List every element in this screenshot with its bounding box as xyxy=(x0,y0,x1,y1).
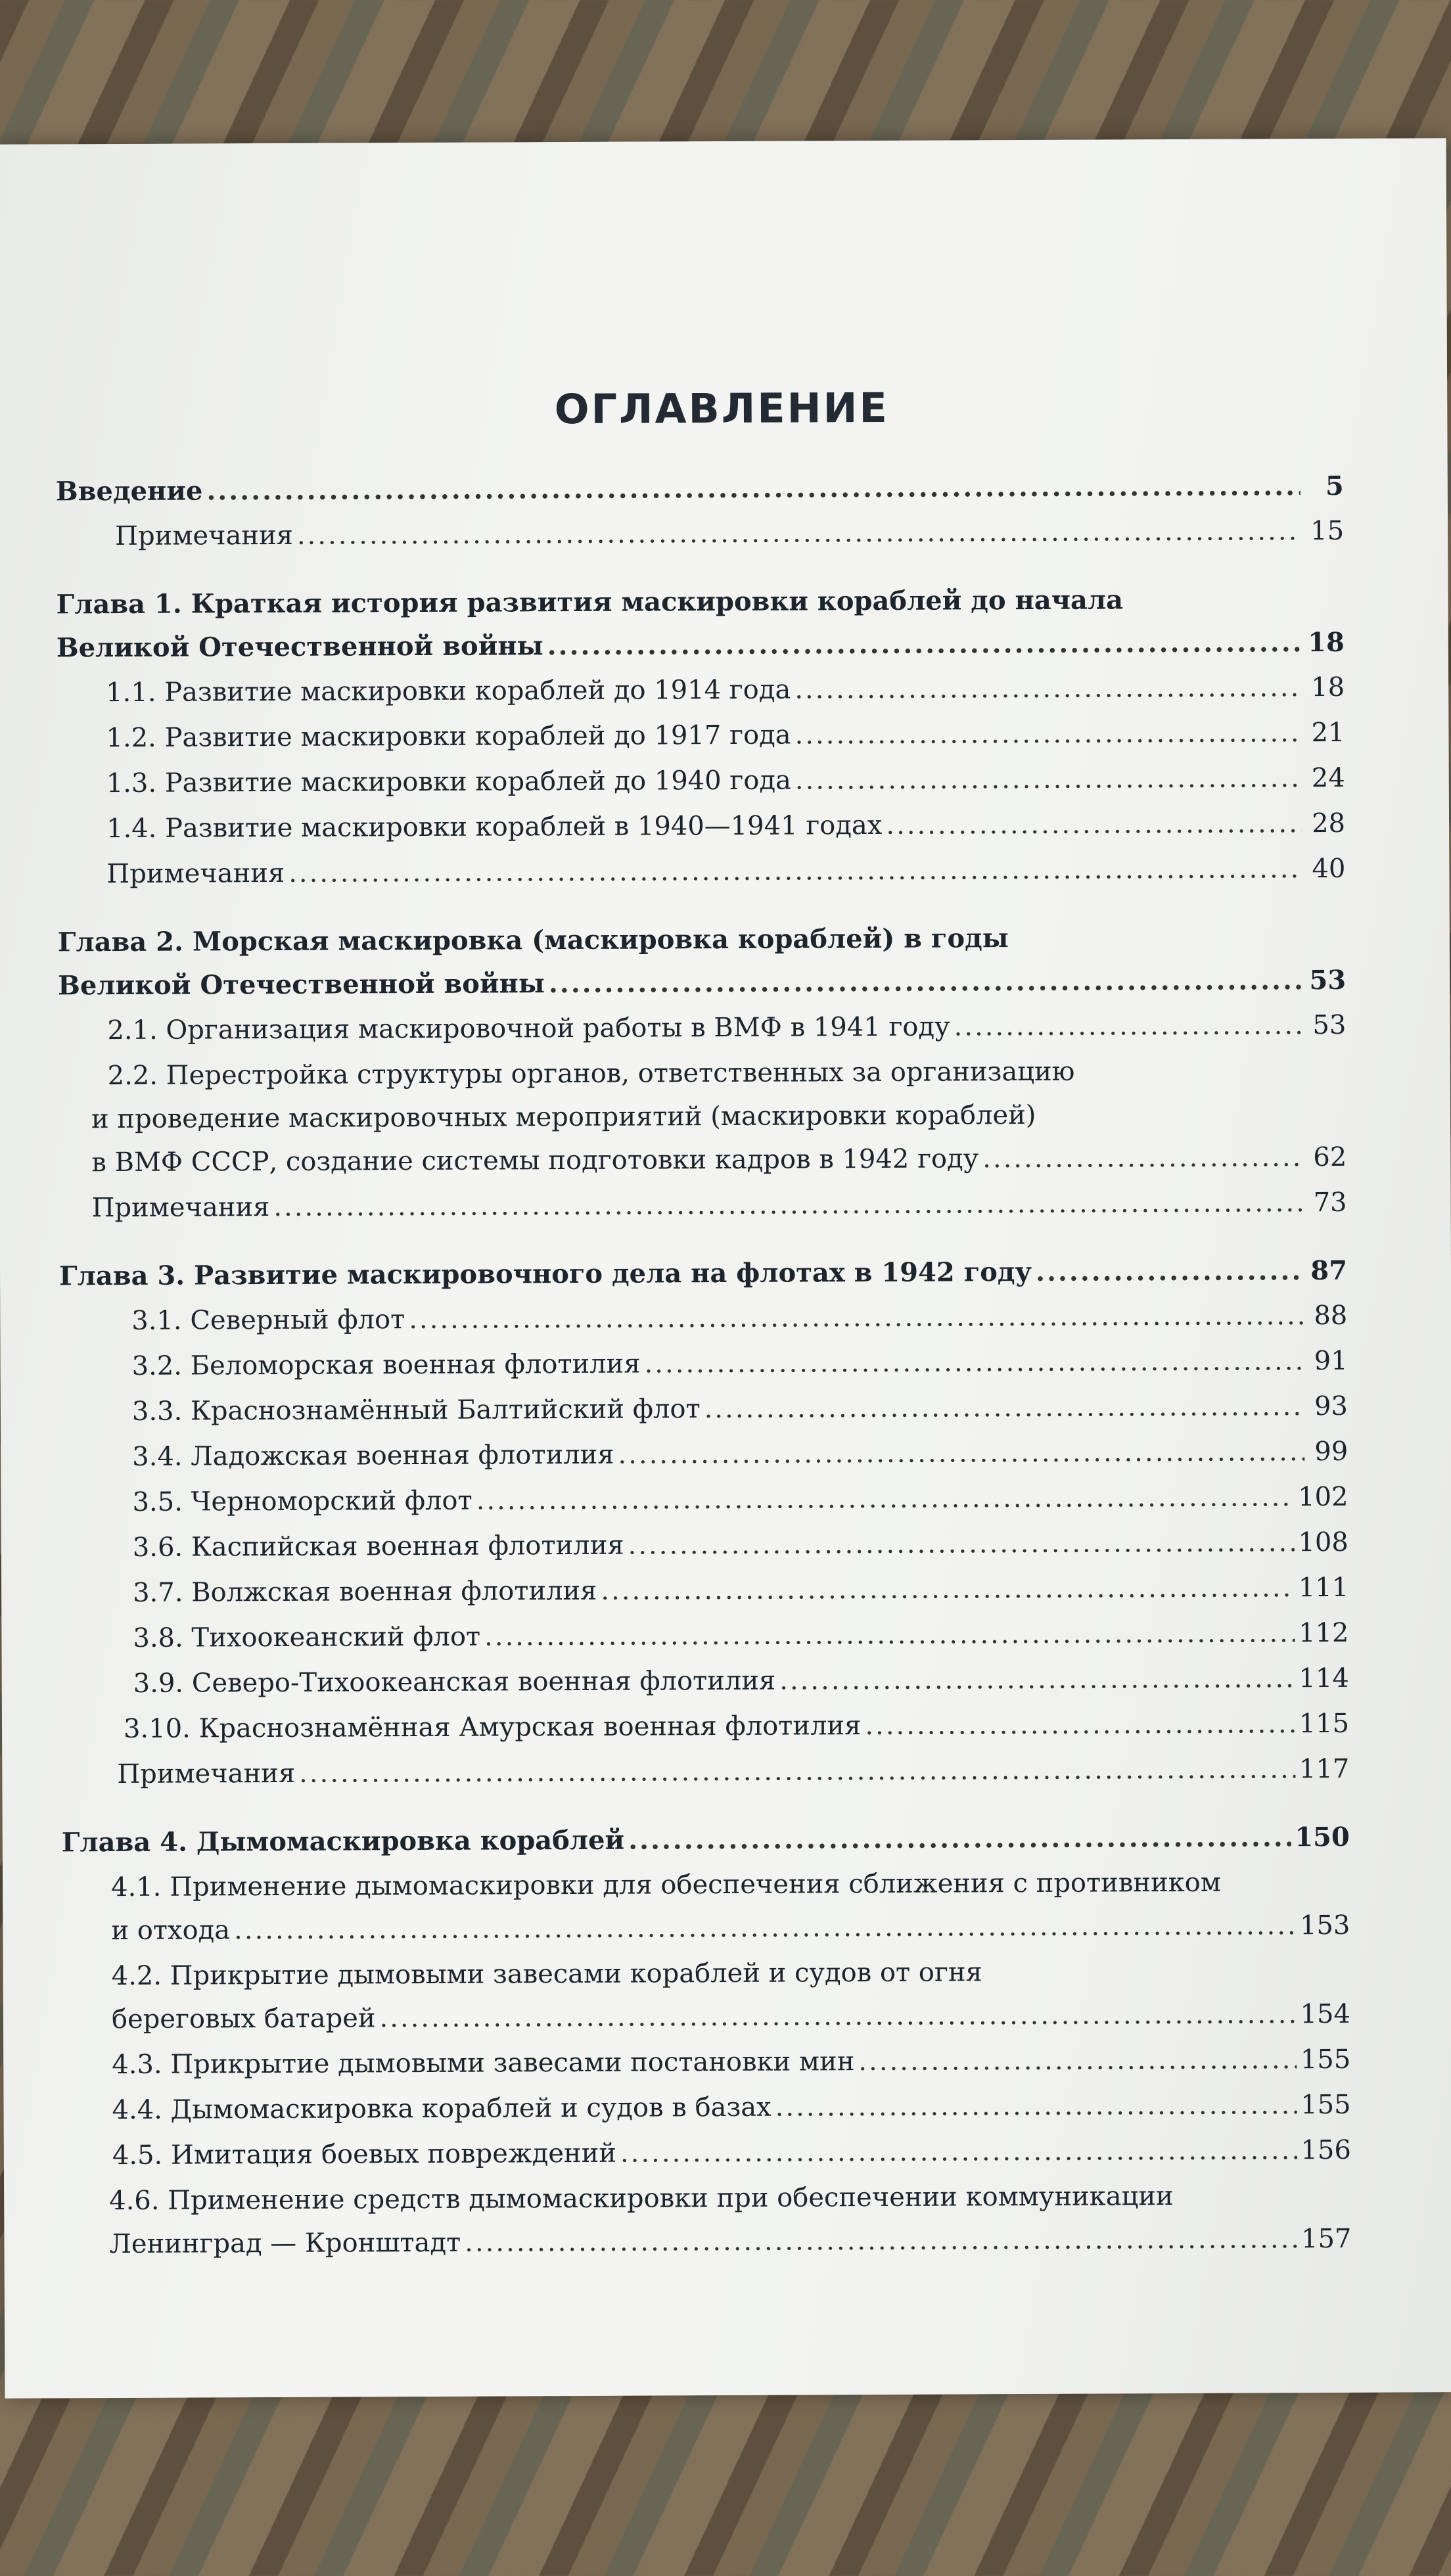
leader-dots xyxy=(206,471,1301,506)
toc-entry xyxy=(60,1573,1348,1624)
toc-entry xyxy=(61,1663,1349,1714)
entry-label: 3.2. Беломорская военная флотилия xyxy=(131,1348,641,1381)
entry-label: 3.10. Краснознамённая Амурская военная флотилия xyxy=(123,1711,862,1745)
entry-label: 1.4. Развитие маскировки кораблей в 1940—1941 годах xyxy=(106,810,883,844)
leader-dots xyxy=(601,1573,1295,1606)
entry-label: 3.6. Каспийская военная флотилия xyxy=(132,1530,624,1563)
leader-dots xyxy=(858,2044,1297,2077)
toc-entry xyxy=(57,718,1345,769)
toc-entry-notes xyxy=(57,854,1345,905)
entry-label: 3.3. Краснознамённый Балтийский флот xyxy=(131,1394,701,1427)
toc-entry xyxy=(62,1910,1350,1962)
entry-page: 99 xyxy=(1314,1436,1348,1467)
leader-dots xyxy=(379,1999,1296,2033)
entry-page: 102 xyxy=(1298,1481,1348,1513)
toc-entry-intro-notes xyxy=(56,516,1344,567)
toc-entry-chapter-4 xyxy=(62,1822,1350,1873)
entry-label: Великой Отечественной войны xyxy=(58,968,545,1001)
toc-entry xyxy=(62,2090,1350,2141)
toc-entry-notes xyxy=(58,1187,1347,1239)
leader-dots xyxy=(704,1391,1304,1424)
entry-page: 5 xyxy=(1325,470,1344,502)
toc-entry-chapter-3 xyxy=(59,1255,1347,1306)
entry-page: 157 xyxy=(1301,2223,1352,2255)
leader-dots xyxy=(1036,1255,1304,1287)
entry-label: и отхода xyxy=(111,1915,231,1946)
entry-label: 4.5. Имитация боевых повреждений xyxy=(112,2138,617,2171)
toc-entry xyxy=(57,808,1345,860)
entry-page: 108 xyxy=(1298,1527,1348,1558)
toc-entry-notes xyxy=(61,1754,1349,1805)
entry-page: 155 xyxy=(1300,2044,1351,2075)
entry-page: 18 xyxy=(1311,672,1345,703)
toc-entry xyxy=(63,2224,1351,2275)
entry-page: 93 xyxy=(1314,1391,1348,1422)
entry-page: 150 xyxy=(1295,1821,1350,1853)
entry-label: 3.1. Северный флот xyxy=(131,1304,405,1336)
toc-entry-chapter-2 xyxy=(58,965,1346,1016)
entry-line: 4.1. Применение дымомаскировки для обеспечения сближения с противником xyxy=(111,1867,1221,1903)
entry-label: 1.2. Развитие маскировки кораблей до 1917 года xyxy=(106,720,791,754)
entry-label: Ленинград — Кронштадт xyxy=(109,2227,461,2260)
entry-page: 28 xyxy=(1312,808,1346,839)
toc-entry-chapter-1 xyxy=(57,627,1345,678)
entry-page: 15 xyxy=(1310,515,1345,547)
leader-dots xyxy=(409,1300,1304,1335)
leader-dots xyxy=(299,1754,1295,1789)
entry-page: 24 xyxy=(1311,762,1345,794)
book-page xyxy=(0,138,1451,2399)
entry-label: 4.4. Дымомаскировка кораблей и судов в базах xyxy=(112,2092,772,2126)
leader-dots xyxy=(795,672,1301,704)
leader-dots xyxy=(484,1618,1295,1651)
entry-line: 4.2. Прикрытие дымовыми завесами кораблей и судов от огня xyxy=(111,1957,982,1992)
entry-line: 2.2. Перестройка структуры органов, ответственных за организацию xyxy=(107,1056,1075,1092)
entry-label: 1.3. Развитие маскировки кораблей до 1940 года xyxy=(106,765,791,799)
toc-entry xyxy=(57,672,1345,724)
entry-page: 53 xyxy=(1312,1009,1347,1041)
entry-page: 115 xyxy=(1299,1708,1350,1739)
toc-entry xyxy=(58,1010,1346,1061)
entry-label: в ВМФ СССР, создание системы подготовки кадров в 1942 году xyxy=(91,1143,979,1178)
toc-entry xyxy=(61,1709,1349,1760)
entry-page: 154 xyxy=(1300,1998,1351,2030)
leader-dots xyxy=(234,1910,1296,1945)
entry-label: 3.9. Северо-Тихоокеанская военная флотилия xyxy=(133,1665,776,1699)
entry-page: 114 xyxy=(1299,1663,1349,1694)
entry-label: 4.3. Прикрытие дымовыми завесами постановки мин xyxy=(112,2046,855,2081)
entry-page: 155 xyxy=(1301,2089,1351,2121)
entry-page: 18 xyxy=(1308,626,1345,658)
leader-dots xyxy=(886,808,1302,840)
leader-dots xyxy=(795,718,1301,750)
toc-entry xyxy=(60,1437,1348,1488)
entry-page: 21 xyxy=(1311,717,1345,748)
entry-label: Великой Отечественной войны xyxy=(56,630,543,664)
leader-dots xyxy=(795,763,1302,795)
entry-page: 111 xyxy=(1298,1572,1349,1603)
toc-entry xyxy=(59,1300,1347,1352)
entry-label: 1.1. Развитие маскировки кораблей до 1914 года xyxy=(106,674,791,708)
entry-label: Примечания xyxy=(117,1758,296,1790)
leader-dots xyxy=(476,1482,1295,1515)
toc-entry xyxy=(60,1618,1348,1669)
leader-dots xyxy=(297,516,1301,551)
entry-label: Примечания xyxy=(106,858,285,890)
leader-dots xyxy=(628,1822,1291,1855)
entry-page: 91 xyxy=(1314,1345,1348,1377)
toc-entry xyxy=(60,1391,1348,1442)
entry-page: 62 xyxy=(1313,1141,1347,1173)
leader-dots xyxy=(465,2224,1297,2258)
entry-page: 112 xyxy=(1298,1617,1349,1649)
entry-label: 2.1. Организация маскировочной работы в ВМФ в 1941 году xyxy=(107,1011,950,1046)
leader-dots xyxy=(865,1709,1295,1741)
entry-label: Введение xyxy=(55,475,203,507)
entry-label: Глава 3. Развитие маскировочного дела на флотах в 1942 году xyxy=(58,1256,1032,1292)
entry-label: 3.4. Ладожская военная флотилия xyxy=(132,1439,614,1472)
chapter-2-heading: Глава 2. Морская маскировка (маскировка кораблей) в годы xyxy=(57,923,1009,958)
leader-dots xyxy=(620,2135,1297,2168)
toc-entry xyxy=(60,1346,1348,1397)
leader-dots xyxy=(549,965,1302,999)
toc-entry xyxy=(60,1482,1348,1533)
leader-dots xyxy=(288,854,1302,888)
toc-entry xyxy=(57,763,1345,814)
entry-page: 117 xyxy=(1299,1753,1350,1785)
leader-dots xyxy=(982,1142,1303,1174)
entry-page: 153 xyxy=(1299,1910,1350,1941)
chapter-1-heading: Глава 1. Краткая история развития маскировки кораблей до начала xyxy=(56,584,1124,620)
table-of-contents xyxy=(56,471,1352,2275)
leader-dots xyxy=(547,627,1301,661)
toc-entry xyxy=(58,1142,1347,1193)
entry-label: 3.5. Черноморский флот xyxy=(132,1485,472,1517)
toc-entry xyxy=(63,2135,1351,2186)
toc-entry xyxy=(62,2044,1350,2096)
leader-dots xyxy=(954,1010,1302,1042)
entry-label: 3.8. Тихоокеанский флот xyxy=(133,1621,481,1653)
toc-entry xyxy=(62,1999,1350,2050)
leader-dots xyxy=(618,1437,1304,1470)
entry-page: 87 xyxy=(1310,1254,1348,1287)
entry-line: 4.6. Применение средств дымомаскировки при обеспечении коммуникации xyxy=(109,2181,1174,2217)
entry-page: 53 xyxy=(1309,964,1347,996)
leader-dots xyxy=(775,2090,1297,2122)
entry-label: Примечания xyxy=(91,1192,270,1224)
entry-line: и проведение маскировочных мероприятий (маскировки кораблей) xyxy=(91,1099,1036,1135)
leader-dots xyxy=(628,1527,1294,1560)
toc-entry xyxy=(60,1527,1348,1578)
entry-page: 73 xyxy=(1313,1187,1347,1218)
entry-label: береговых батарей xyxy=(111,2003,376,2035)
entry-label: Примечания xyxy=(115,520,294,552)
page-title: ОГЛАВЛЕНИЕ xyxy=(554,383,889,434)
entry-label: Глава 4. Дымомаскировка кораблей xyxy=(61,1824,625,1858)
toc-entry-intro xyxy=(56,471,1344,522)
entry-page: 156 xyxy=(1301,2134,1351,2166)
entry-page: 40 xyxy=(1312,853,1346,885)
leader-dots xyxy=(644,1346,1304,1379)
entry-page: 88 xyxy=(1314,1300,1348,1331)
leader-dots xyxy=(779,1663,1295,1695)
entry-label: 3.7. Волжская военная флотилия xyxy=(133,1575,597,1608)
leader-dots xyxy=(273,1187,1303,1222)
